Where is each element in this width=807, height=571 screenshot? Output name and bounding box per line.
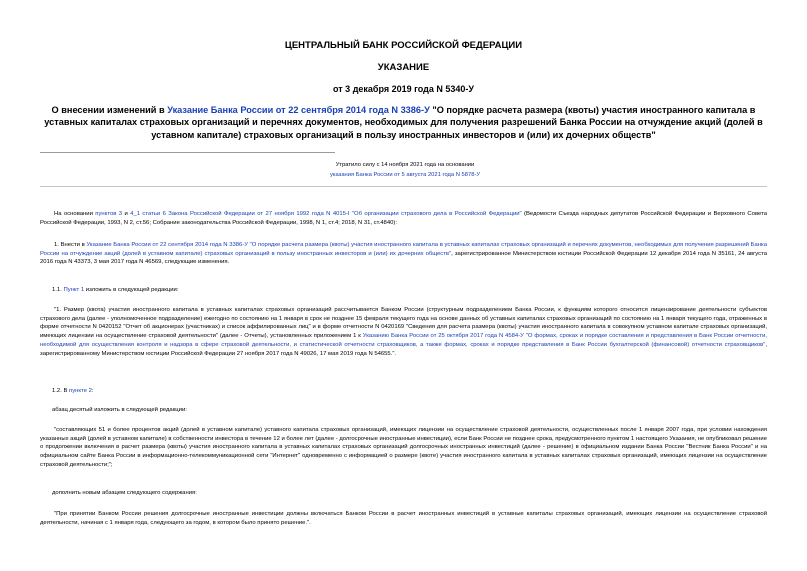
document-type: УКАЗАНИЕ [377,62,430,73]
link-point-1[interactable]: Пункт 1 [63,287,85,293]
link-directive-4584[interactable]: Указанию Банка России от 25 октября 2017 года N 4584-У "О формах, сроках и порядке составления и представления в Банк России отчетности, необходимой для осуществления контроля и надзора в сфере страховой деятельности, и статистической отчетности страховщиков, а также формах, сроках и порядке представления в Банк России бухгалтерской (финансовой) отчетности страховщиков" [40,333,768,348]
text: и [122,211,131,217]
status-note-text: Утратило силу с 14 ноября 2021 года на основании [335,162,475,168]
paragraph-quote-2: "составляющих 51 и более процентов акций (долей в уставном капитале) уставного капитала страховых организаций, имеющих лицензии на осуществление страховой деятельности, осуществленных после 1 января 2007 года, при условии нахождения указанных акций (долей в уставном капитале) в собственности инвестора в течение 12 и более лет (далее - долгосрочные иностранные инвестиции), если Банк России не позднее срока, предусмотренного пунктом 1 настоящего Указания, не опубликовал решение о продолжении включения в расчет размера (квоты) участия иностранного капитала в уставных капиталах страховых организаций долгосрочных иностранных инвестиций (далее - решение) в официальном издании Банка России "Вестник Банка России" и на официальном сайте Банка России в информационно-телекоммуникационной сети "Интернет" одновременно с информацией о размере (квоте) участия иностранного капитала в уставных капиталах страховых организаций, имеющих лицензии на осуществление страховой деятельности;"; [40,427,767,468]
paragraph-instruction-1: абзац десятый изложить в следующей редакции: [52,407,187,413]
text: (Ведомости Съезда народных депутатов Российской Федерации и Верховного Совета Российской Федерации, 1993, N 2, ст.56; Собрание законодательства Российской Федерации, 1998, N 1, ст.4; 2018, N 31, ст.4840): [40,211,768,226]
text: : [91,388,94,394]
paragraph-quote-3: "При принятии Банком России решения долгосрочные иностранные инвестиции должны включаться Банком России в расчет иностранных инвестиций в уставные капиталы страховых организаций, имеющих лицензии на осуществление страховой деятельности, начиная с 1 января года, следующего за годом, в котором было принято решение.". [40,511,767,526]
paragraph-item-1 [40,241,767,267]
text: 1.1. [52,287,64,293]
status-note-link[interactable]: указания Банка России от 5 августа 2021 года N 5878-У [329,172,481,178]
text: изложить в следующей редакции: [84,287,179,293]
link-law-4015[interactable]: 4_1 статьи 6 Закона Российской Федерации от 27 ноября 1992 года N 4015-I "Об организации страхового дела в Российской Федерации" [130,211,522,217]
divider-full [40,186,767,187]
link-points-3[interactable]: пунктов 3 [95,211,123,217]
title-text-pre: О внесении изменений в [51,105,168,115]
text: На основании [54,211,96,217]
document-title [40,104,767,141]
bank-name: ЦЕНТРАЛЬНЫЙ БАНК РОССИЙСКОЙ ФЕДЕРАЦИИ [284,40,523,51]
paragraph-item-1-1 [52,286,178,294]
paragraph-item-1-2 [52,387,94,395]
paragraph-preamble [40,210,767,227]
title-text-post: "О порядке расчета размера (квоты) участия иностранного капитала в уставных капиталах страховых организаций и перечнях документов, необходимых для получения разрешений Банка России на отчуждение акций (долей в уставном капитале) страховых организаций в пользу иностранных инвесторов и (или) их дочерних обществ" [44,105,763,140]
title-reference-link[interactable]: Указание Банка России от 22 сентября 2014 года N 3386-У [167,105,430,115]
paragraph-instruction-2: дополнить новым абзацем следующего содержания: [52,490,197,496]
text: , зарегистрированному Министерством юстиции Российской Федерации 27 ноября 2017 года N 49026, 17 мая 2019 года N 54655.". [40,341,767,357]
text: 1.2. В [52,388,70,394]
text: , зарегистрированное Министерством юстиции Российской Федерации 12 декабря 2014 года N 35161, 24 августа 2016 года N 43373, 3 мая 2017 года N 46569, следующие изменения. [40,250,767,266]
text: "1. Размер (квота) участия иностранного капитала в уставных капиталах страховых организаций рассчитывается Банком России (структурным подразделением Банка России, к функциям которого относится лицензирование деятельности субъектов страхового дела (далее - уполномоченное подразделение) ежегодно по состоянию на 1 января в срок не позднее 15 февраля текущего года на основе данных об уставных капиталах страховых организаций по состоянию на 1 января текущего года, отраженных в форме отчетности N 0420152 "Отчет об акционерах (участниках) и список аффилированных лиц" и в форме отчетности N 0420169 "Сведения для расчета размера (квоты) участия иностранного капитала в совокупном уставном капитале страховых организаций, имеющих лицензии на осуществление страховой деятельности" (далее - Отчеты), установленных приложением 1 к [40,307,767,340]
paragraph-quote-1 [40,306,767,358]
divider-short [40,152,335,153]
document-date-number: от 3 декабря 2019 года N 5340-У [333,84,474,94]
link-point-2[interactable]: пункте 2 [69,388,92,394]
link-directive-3386[interactable]: Указание Банка России от 22 сентября 2014 года N 3386-У "О порядке расчета размера (квоты) участия иностранного капитала в уставных капиталах страховых организаций и перечнях документов, необходимых для получения разрешений Банка России на отчуждение акций (долей в уставном капитале) страховых организаций в пользу иностранных инвесторов и (или) их дочерних обществ" [40,242,767,257]
status-note [310,160,500,180]
text: 1. Внести в [54,242,87,248]
